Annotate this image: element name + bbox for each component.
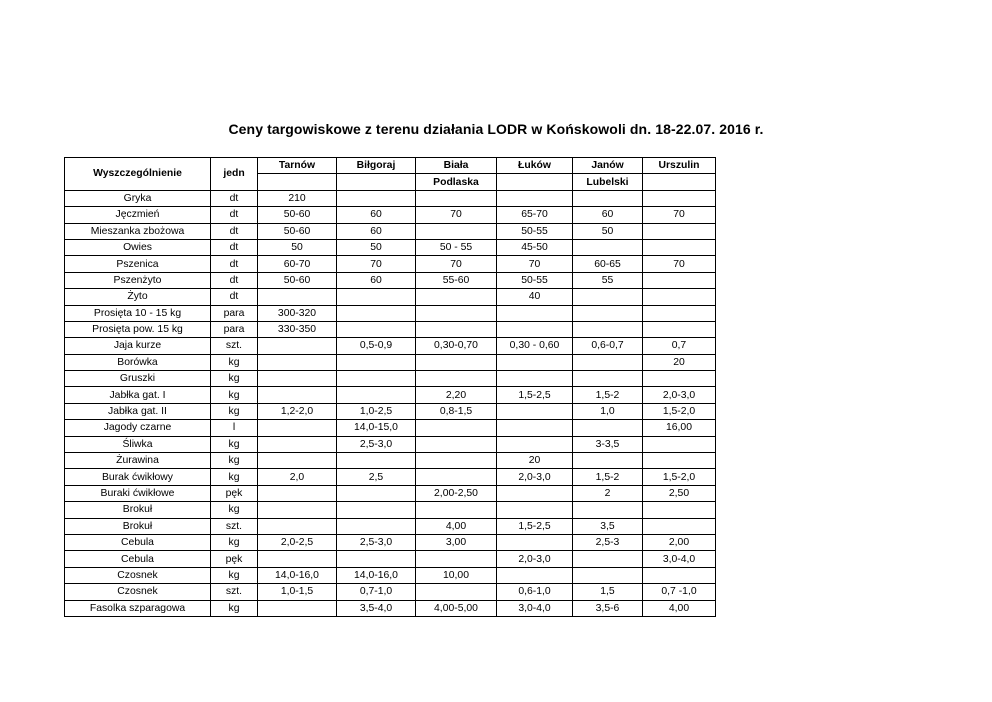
price-cell: [573, 190, 643, 206]
price-cell: [573, 371, 643, 387]
item-unit: dt: [211, 272, 258, 288]
item-name: Fasolka szparagowa: [65, 600, 211, 616]
price-cell: [643, 305, 716, 321]
table-row: [65, 354, 716, 370]
item-name: Mieszanka zbożowa: [65, 223, 211, 239]
price-cell: 1,5: [573, 584, 643, 600]
item-unit: kg: [211, 436, 258, 452]
price-cell: [573, 289, 643, 305]
price-cell: 4,00-5,00: [416, 600, 497, 616]
price-cell: 70: [643, 256, 716, 272]
price-cell: [643, 436, 716, 452]
price-cell: [258, 354, 337, 370]
table-row: [65, 338, 716, 354]
item-unit: kg: [211, 600, 258, 616]
price-cell: [497, 436, 573, 452]
price-cell: 2,0-2,5: [258, 534, 337, 550]
item-name: Jaja kurze: [65, 338, 211, 354]
price-cell: 1,0: [573, 403, 643, 419]
item-unit: dt: [211, 207, 258, 223]
price-cell: [337, 551, 416, 567]
price-cell: 55-60: [416, 272, 497, 288]
price-cell: [337, 371, 416, 387]
price-cell: 65-70: [497, 207, 573, 223]
item-unit: kg: [211, 387, 258, 403]
item-unit: szt.: [211, 518, 258, 534]
item-unit: kg: [211, 469, 258, 485]
price-cell: 0,30 - 0,60: [497, 338, 573, 354]
price-cell: 1,5-2: [573, 387, 643, 403]
item-unit: dt: [211, 190, 258, 206]
price-cell: 4,00: [643, 600, 716, 616]
price-cell: [337, 354, 416, 370]
price-cell: [416, 223, 497, 239]
price-cell: [337, 485, 416, 501]
item-name: Prosięta pow. 15 kg: [65, 321, 211, 337]
header-market-bottom: [643, 174, 716, 190]
table-row: [65, 190, 716, 206]
item-name: Owies: [65, 239, 211, 255]
price-cell: 55: [573, 272, 643, 288]
price-cell: 1,0-2,5: [337, 403, 416, 419]
item-name: Pszenżyto: [65, 272, 211, 288]
price-cell: 300-320: [258, 305, 337, 321]
item-name: Cebula: [65, 534, 211, 550]
price-cell: 3,5-6: [573, 600, 643, 616]
table-row: [65, 207, 716, 223]
price-cell: [643, 567, 716, 583]
price-cell: [573, 420, 643, 436]
price-cell: [258, 289, 337, 305]
price-cell: 2,0: [258, 469, 337, 485]
item-unit: para: [211, 321, 258, 337]
item-name: Żyto: [65, 289, 211, 305]
price-cell: [573, 305, 643, 321]
item-unit: szt.: [211, 338, 258, 354]
price-cell: [573, 567, 643, 583]
item-name: Jagody czarne: [65, 420, 211, 436]
price-cell: [416, 551, 497, 567]
header-market-top: Biała: [416, 158, 497, 174]
header-unit: jedn: [211, 158, 258, 191]
price-cell: [643, 223, 716, 239]
price-cell: [416, 190, 497, 206]
table-row: [65, 534, 716, 550]
price-cell: [258, 420, 337, 436]
price-cell: [337, 289, 416, 305]
price-cell: 3,0-4,0: [643, 551, 716, 567]
table-row: [65, 518, 716, 534]
price-cell: [643, 502, 716, 518]
item-unit: dt: [211, 289, 258, 305]
price-cell: 50: [258, 239, 337, 255]
price-cell: 0,5-0,9: [337, 338, 416, 354]
price-cell: [416, 289, 497, 305]
header-market-top: Łuków: [497, 158, 573, 174]
item-name: Borówka: [65, 354, 211, 370]
price-cell: [416, 354, 497, 370]
item-name: Prosięta 10 - 15 kg: [65, 305, 211, 321]
price-cell: [337, 321, 416, 337]
price-cell: 2,5-3,0: [337, 534, 416, 550]
price-cell: [497, 190, 573, 206]
item-name: Jęczmień: [65, 207, 211, 223]
item-unit: pęk: [211, 551, 258, 567]
price-cell: 60: [337, 272, 416, 288]
item-unit: kg: [211, 453, 258, 469]
price-cell: 4,00: [416, 518, 497, 534]
price-cell: 14,0-16,0: [337, 567, 416, 583]
header-market-bottom: [258, 174, 337, 190]
price-cell: 70: [337, 256, 416, 272]
item-unit: dt: [211, 239, 258, 255]
item-name: Cebula: [65, 551, 211, 567]
table-row: [65, 567, 716, 583]
item-unit: kg: [211, 354, 258, 370]
price-cell: [416, 502, 497, 518]
item-name: Gryka: [65, 190, 211, 206]
header-row-1: [65, 158, 716, 174]
table-row: [65, 453, 716, 469]
price-cell: 20: [643, 354, 716, 370]
table-row: [65, 436, 716, 452]
price-cell: 50-60: [258, 223, 337, 239]
price-cell: [416, 305, 497, 321]
item-unit: kg: [211, 534, 258, 550]
price-cell: [573, 354, 643, 370]
price-cell: 50-55: [497, 272, 573, 288]
header-market-bottom: Podlaska: [416, 174, 497, 190]
header-market-bottom: [337, 174, 416, 190]
page-title: Ceny targowiskowe z terenu działania LODR w Końskowoli dn. 18-22.07. 2016 r.: [228, 121, 764, 137]
price-cell: [258, 371, 337, 387]
price-cell: [416, 371, 497, 387]
item-name: Jabłka gat. II: [65, 403, 211, 419]
table-row: [65, 272, 716, 288]
price-cell: [258, 485, 337, 501]
price-cell: 2,5-3,0: [337, 436, 416, 452]
price-cell: [416, 469, 497, 485]
price-cell: 60-65: [573, 256, 643, 272]
price-cell: 2,00: [643, 534, 716, 550]
price-cell: [337, 453, 416, 469]
price-cell: 60-70: [258, 256, 337, 272]
table-row: [65, 551, 716, 567]
header-market-top: Urszulin: [643, 158, 716, 174]
price-cell: 14,0-16,0: [258, 567, 337, 583]
table-row: [65, 485, 716, 501]
price-cell: 1,2-2,0: [258, 403, 337, 419]
header-market-bottom: [497, 174, 573, 190]
price-cell: 2,0-3,0: [497, 551, 573, 567]
price-cell: [643, 272, 716, 288]
price-cell: [643, 190, 716, 206]
price-cell: 40: [497, 289, 573, 305]
table-row: [65, 305, 716, 321]
price-cell: [416, 420, 497, 436]
table-row: [65, 256, 716, 272]
price-cell: [497, 567, 573, 583]
price-cell: [337, 518, 416, 534]
price-cell: [643, 371, 716, 387]
header-market-bottom: Lubelski: [573, 174, 643, 190]
table-row: [65, 321, 716, 337]
price-cell: [416, 436, 497, 452]
price-cell: [573, 551, 643, 567]
price-cell: 1,5-2: [573, 469, 643, 485]
price-cell: 1,5-2,0: [643, 403, 716, 419]
item-unit: szt.: [211, 584, 258, 600]
header-market-top: Biłgoraj: [337, 158, 416, 174]
table-row: [65, 289, 716, 305]
price-cell: [258, 338, 337, 354]
table-row: [65, 223, 716, 239]
price-cell: 2,00-2,50: [416, 485, 497, 501]
price-cell: 70: [416, 207, 497, 223]
item-name: Jabłka gat. I: [65, 387, 211, 403]
price-cell: [497, 371, 573, 387]
price-cell: 50-60: [258, 272, 337, 288]
price-cell: [497, 485, 573, 501]
price-cell: [643, 453, 716, 469]
price-cell: [497, 502, 573, 518]
table-row: [65, 420, 716, 436]
price-cell: 3,5-4,0: [337, 600, 416, 616]
price-cell: 3,00: [416, 534, 497, 550]
price-cell: [258, 436, 337, 452]
price-cell: 1,5-2,0: [643, 469, 716, 485]
price-cell: 1,0-1,5: [258, 584, 337, 600]
price-cell: 2,0-3,0: [497, 469, 573, 485]
item-name: Brokuł: [65, 502, 211, 518]
header-market-top: Janów: [573, 158, 643, 174]
price-cell: 0,7-1,0: [337, 584, 416, 600]
price-cell: 2,20: [416, 387, 497, 403]
price-cell: [258, 551, 337, 567]
price-cell: [258, 387, 337, 403]
table-row: [65, 387, 716, 403]
price-cell: 0,6-1,0: [497, 584, 573, 600]
price-cell: [643, 518, 716, 534]
price-cell: [497, 420, 573, 436]
table-row: [65, 371, 716, 387]
item-unit: dt: [211, 223, 258, 239]
table-row: [65, 584, 716, 600]
price-cell: [337, 190, 416, 206]
item-name: Żurawina: [65, 453, 211, 469]
price-cell: 0,7: [643, 338, 716, 354]
price-cell: [416, 321, 497, 337]
item-name: Pszenica: [65, 256, 211, 272]
price-cell: [497, 534, 573, 550]
header-market-top: Tarnów: [258, 158, 337, 174]
price-cell: 14,0-15,0: [337, 420, 416, 436]
price-cell: 0,6-0,7: [573, 338, 643, 354]
item-name: Brokuł: [65, 518, 211, 534]
price-cell: [416, 453, 497, 469]
price-cell: 50-55: [497, 223, 573, 239]
price-cell: [573, 239, 643, 255]
item-name: Śliwka: [65, 436, 211, 452]
price-cell: [258, 600, 337, 616]
price-cell: [337, 305, 416, 321]
price-cell: 50-60: [258, 207, 337, 223]
price-cell: [258, 453, 337, 469]
table-row: [65, 600, 716, 616]
item-unit: kg: [211, 502, 258, 518]
item-unit: para: [211, 305, 258, 321]
price-cell: [337, 502, 416, 518]
table-row: [65, 502, 716, 518]
price-cell: [337, 387, 416, 403]
price-cell: [643, 321, 716, 337]
price-cell: 2,5: [337, 469, 416, 485]
price-cell: 1,5-2,5: [497, 387, 573, 403]
price-cell: 70: [643, 207, 716, 223]
item-unit: pęk: [211, 485, 258, 501]
price-cell: [497, 403, 573, 419]
table-row: [65, 239, 716, 255]
price-cell: 60: [337, 223, 416, 239]
table-row: [65, 469, 716, 485]
price-cell: [258, 518, 337, 534]
price-cell: [497, 321, 573, 337]
price-cell: 60: [573, 207, 643, 223]
price-cell: 60: [337, 207, 416, 223]
price-cell: 70: [497, 256, 573, 272]
item-name: Burak ćwikłowy: [65, 469, 211, 485]
item-name: Gruszki: [65, 371, 211, 387]
header-name: Wyszczególnienie: [65, 158, 211, 191]
price-cell: [643, 289, 716, 305]
price-cell: 2: [573, 485, 643, 501]
price-cell: [258, 502, 337, 518]
item-unit: l: [211, 420, 258, 436]
table-row: [65, 403, 716, 419]
item-unit: dt: [211, 256, 258, 272]
price-cell: 330-350: [258, 321, 337, 337]
price-cell: 3,5: [573, 518, 643, 534]
price-cell: [497, 305, 573, 321]
price-cell: 0,30-0,70: [416, 338, 497, 354]
price-cell: [643, 239, 716, 255]
price-cell: 45-50: [497, 239, 573, 255]
price-cell: 70: [416, 256, 497, 272]
price-cell: [573, 321, 643, 337]
price-cell: 210: [258, 190, 337, 206]
price-cell: 16,00: [643, 420, 716, 436]
item-name: Czosnek: [65, 567, 211, 583]
item-unit: kg: [211, 403, 258, 419]
price-cell: 50: [337, 239, 416, 255]
price-cell: [416, 584, 497, 600]
price-cell: 3,0-4,0: [497, 600, 573, 616]
price-cell: 50: [573, 223, 643, 239]
price-cell: 1,5-2,5: [497, 518, 573, 534]
price-table: [64, 157, 716, 617]
item-unit: kg: [211, 567, 258, 583]
price-cell: 0,8-1,5: [416, 403, 497, 419]
price-cell: 2,50: [643, 485, 716, 501]
price-cell: 0,7 -1,0: [643, 584, 716, 600]
price-cell: 20: [497, 453, 573, 469]
price-cell: [497, 354, 573, 370]
price-cell: 3-3,5: [573, 436, 643, 452]
price-cell: [573, 453, 643, 469]
price-cell: 50 - 55: [416, 239, 497, 255]
item-name: Buraki ćwikłowe: [65, 485, 211, 501]
price-cell: 2,0-3,0: [643, 387, 716, 403]
price-cell: 10,00: [416, 567, 497, 583]
price-cell: [573, 502, 643, 518]
item-unit: kg: [211, 371, 258, 387]
price-cell: 2,5-3: [573, 534, 643, 550]
item-name: Czosnek: [65, 584, 211, 600]
